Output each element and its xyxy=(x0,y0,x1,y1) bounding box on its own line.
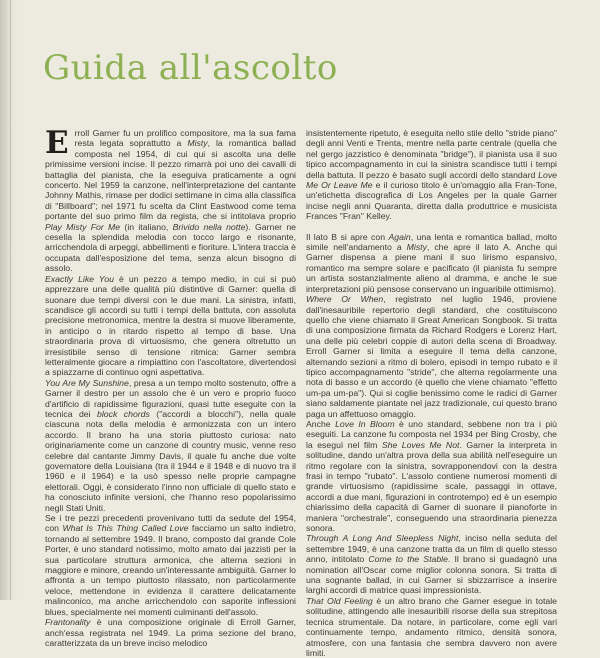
page-spine-shadow xyxy=(0,0,18,600)
article-columns xyxy=(45,125,558,658)
article-paragraph: Se i tre pezzi precedenti provenivano tutti da sedute del 1954, con What Is This Thing Called Love facciamo un salto indietro, tornando al settembre 1949. Il brano, composto dal grande Cole Porter, è uno standard notissimo, molto amato dai jazzisti per la sua particolare struttura armonica, che alterna sezioni in maggiore e minore, creando un'interessante ambiguità. Garner lo affronta a un tempo piuttosto rilassato, non particolarmente veloce, mettendone in evidenza il carattere delicatamente malinconico, ma anche arricchendolo con saporite inflessioni blues, specialmente nei momenti culminanti dell'assolo. xyxy=(45,513,297,617)
page-spine-line xyxy=(10,0,11,600)
article-column-right xyxy=(306,128,557,658)
article-column-left xyxy=(45,125,297,658)
page-title: Guida all'ascolto xyxy=(43,48,338,88)
article-paragraph: Il lato B si apre con Again, una lenta e romantica ballad, molto simile nell'andamento a Misty, che apre il lato A. Anche qui Garner dispensa a piene mani il suo lirismo espansivo, romantico ma sempre solare e pacificato (il pianista fu sempre un artista sostanzialmente alieno al dramma, e anche le sue interpretazioni più pensose conservano un inguaribile ottimismo). xyxy=(306,231,557,294)
article-paragraph: Where Or When, registrato nel luglio 1946, proviene dall'inesauribile repertorio degli standard, che costituiscono quello che viene chiamato il Great American Songbook. Si tratta di una composizione firmata da Richard Rodgers e Lorenz Hart, una delle più celebri coppie di autori della scena di Broadway. Erroll Garner si limita a eseguire il tema della canzone, alternando sezioni a ritmo di bolero, episodi in tempo rubato e il tipico accompagnamento "stride", che alterna regolarmente una nota di basso e un accordo (è quello che viene chiamato "effetto um-pa um-pa"). Qui si coglie benissimo come le radici di Garner siano saldamente piantate nel jazz tradizionale, cui questo brano paga un affettuoso omaggio. xyxy=(306,294,557,419)
article-paragraph: Through A Long And Sleepless Night, inciso nella seduta del settembre 1949, è una canzone tratta da un film di quello stesso anno, intitolato Come to the Stable. Il brano si guadagnò una nomination all'Oscar come miglior colonna sonora. Si tratta di una sognante ballad, in cui Garner si sbizzarrisce a inserire larghi accordi di matrice quasi impressionista. xyxy=(306,533,557,596)
article-paragraph: That Old Feeling è un altro brano che Garner esegue in totale solitudine, attingendo alle inesauribili risorse della sua strepitosa tecnica strumentale. Da notare, in particolare, come egli vari continuamente tempo, andamento ritmico, densità sonora, atmosfere, con una fantasia che sembra davvero non avere limiti. xyxy=(306,595,557,658)
article-paragraph: Erroll Garner fu un prolifico compositore, ma la sua fama resta legata soprattutto a Misty, la romantica ballad composta nel 1954, di cui qui si ascolta una delle primissime versioni incise. Il pezzo rimarrà poi uno dei cavalli di battaglia del pianista, che la eseguiva praticamente a ogni concerto. Nel 1959 la canzone, nell'interpretazione del cantante Johnny Mathis, rimase per dodici settimane in cima alla classifica di "Billboard"; nel 1971 fu scelta da Clint Eastwood come tema portante del suo primo film da regista, che si intitolava proprio Play Misty For Me (in italiano, Brivido nella notte). Garner ne cesella la splendida melodia con tocco largo e risonante, arricchendola di arpeggi, abbellimenti e fioriture. L'intera traccia è occupata dall'esposizione del tema, senza alcun bisogno di assolo. xyxy=(45,125,297,274)
article-paragraph: insistentemente ripetuto, è eseguita nello stile dello "stride piano" degli anni Venti e Trenta, mentre nella parte centrale (quella che nel gergo jazzistico è denominata "bridge"), il pianista usa il suo tipico accompagnamento in cui la sinistra scandisce tutti i tempi della battuta. Il pezzo è basato sugli accordi dello standard Love Me Or Leave Me e il curioso titolo è un'omaggio alla Fran-Tone, un'etichetta discografica di Los Angeles per la quale Garner incise negli anni Quaranta, diretta dalla produttrice e musicista Frances "Fran" Kelley. xyxy=(306,128,557,222)
article-paragraph: Anche Love In Bloom è uno standard, sebbene non tra i più eseguiti. La canzone fu composta nel 1934 per Bing Crosby, che la eseguì nel film She Loves Me Not. Garner la interpreta in solitudine, dando un'altra prova della sua abilità nell'eseguire un ritmo regolare con la sinistra, sovrapponendovi con la destra frasi in tempo "rubato". L'assolo contiene numerosi momenti di grande virtuosismo (rapidissime scale, passaggi in ottave, accordi a due mani, figurazioni in controtempo) ed è un esempio chiarissimo della capacità di Garner di suonare il pianoforte in maniera "orchestrale", conseguendo una straordinaria pienezza sonora. xyxy=(306,418,558,534)
drop-cap: E xyxy=(45,125,69,161)
article-paragraph: You Are My Sunshine, presa a un tempo molto sostenuto, offre a Garner il destro per un assolo che è un vero e proprio fuoco d'artificio di rapidissime figurazioni, quasi tutte eseguite con la tecnica dei block chords ("accordi a blocchi"), nella quale ciascuna nota della melodia è armonizzata con un intero accordo. Il brano ha una storia piuttosto curiosa: nato originariamente come un canzone di country music, venne reso celebre dal cantante Jimmy Davis, il quale fu anche due volte governatore della Louisiana (tra il 1944 e il 1948 e di nuovo tra il 1960 e il 1964) e la usò spesso nelle proprie campagne elettorali. Oggi, è considerato l'inno non ufficiale di quello stato e ha conosciuto infinite versioni, che l'hanno reso popolarissimo negli Stati Uniti. xyxy=(45,377,296,513)
article-paragraph: Exactly Like You è un pezzo a tempo medio, in cui si può apprezzare una delle qualità più distintive di Garner: quella di suonare due tempi diversi con le due mani. La sinistra, infatti, scandisce gli accordi su tutti i tempi della battuta, con assoluta precisione metronomica, mentre la destra si muove liberamente, in anticipo o in ritardo rispetto al tempo di base. Una straordinaria prova di virtuosismo, che genera oltretutto un irresistibile senso di tensione ritmica: Garner sembra letteralmente giocare a rimpiattino con l'ascoltatore, divertendosi a spiazzarne di continuo ogni aspettativa. xyxy=(45,273,296,378)
article-paragraph: Frantonality è una composizione originale di Erroll Garner, anch'essa registrata nel 1949. La prima sezione del brano, caratterizzata da un breve inciso melodico xyxy=(45,617,296,648)
